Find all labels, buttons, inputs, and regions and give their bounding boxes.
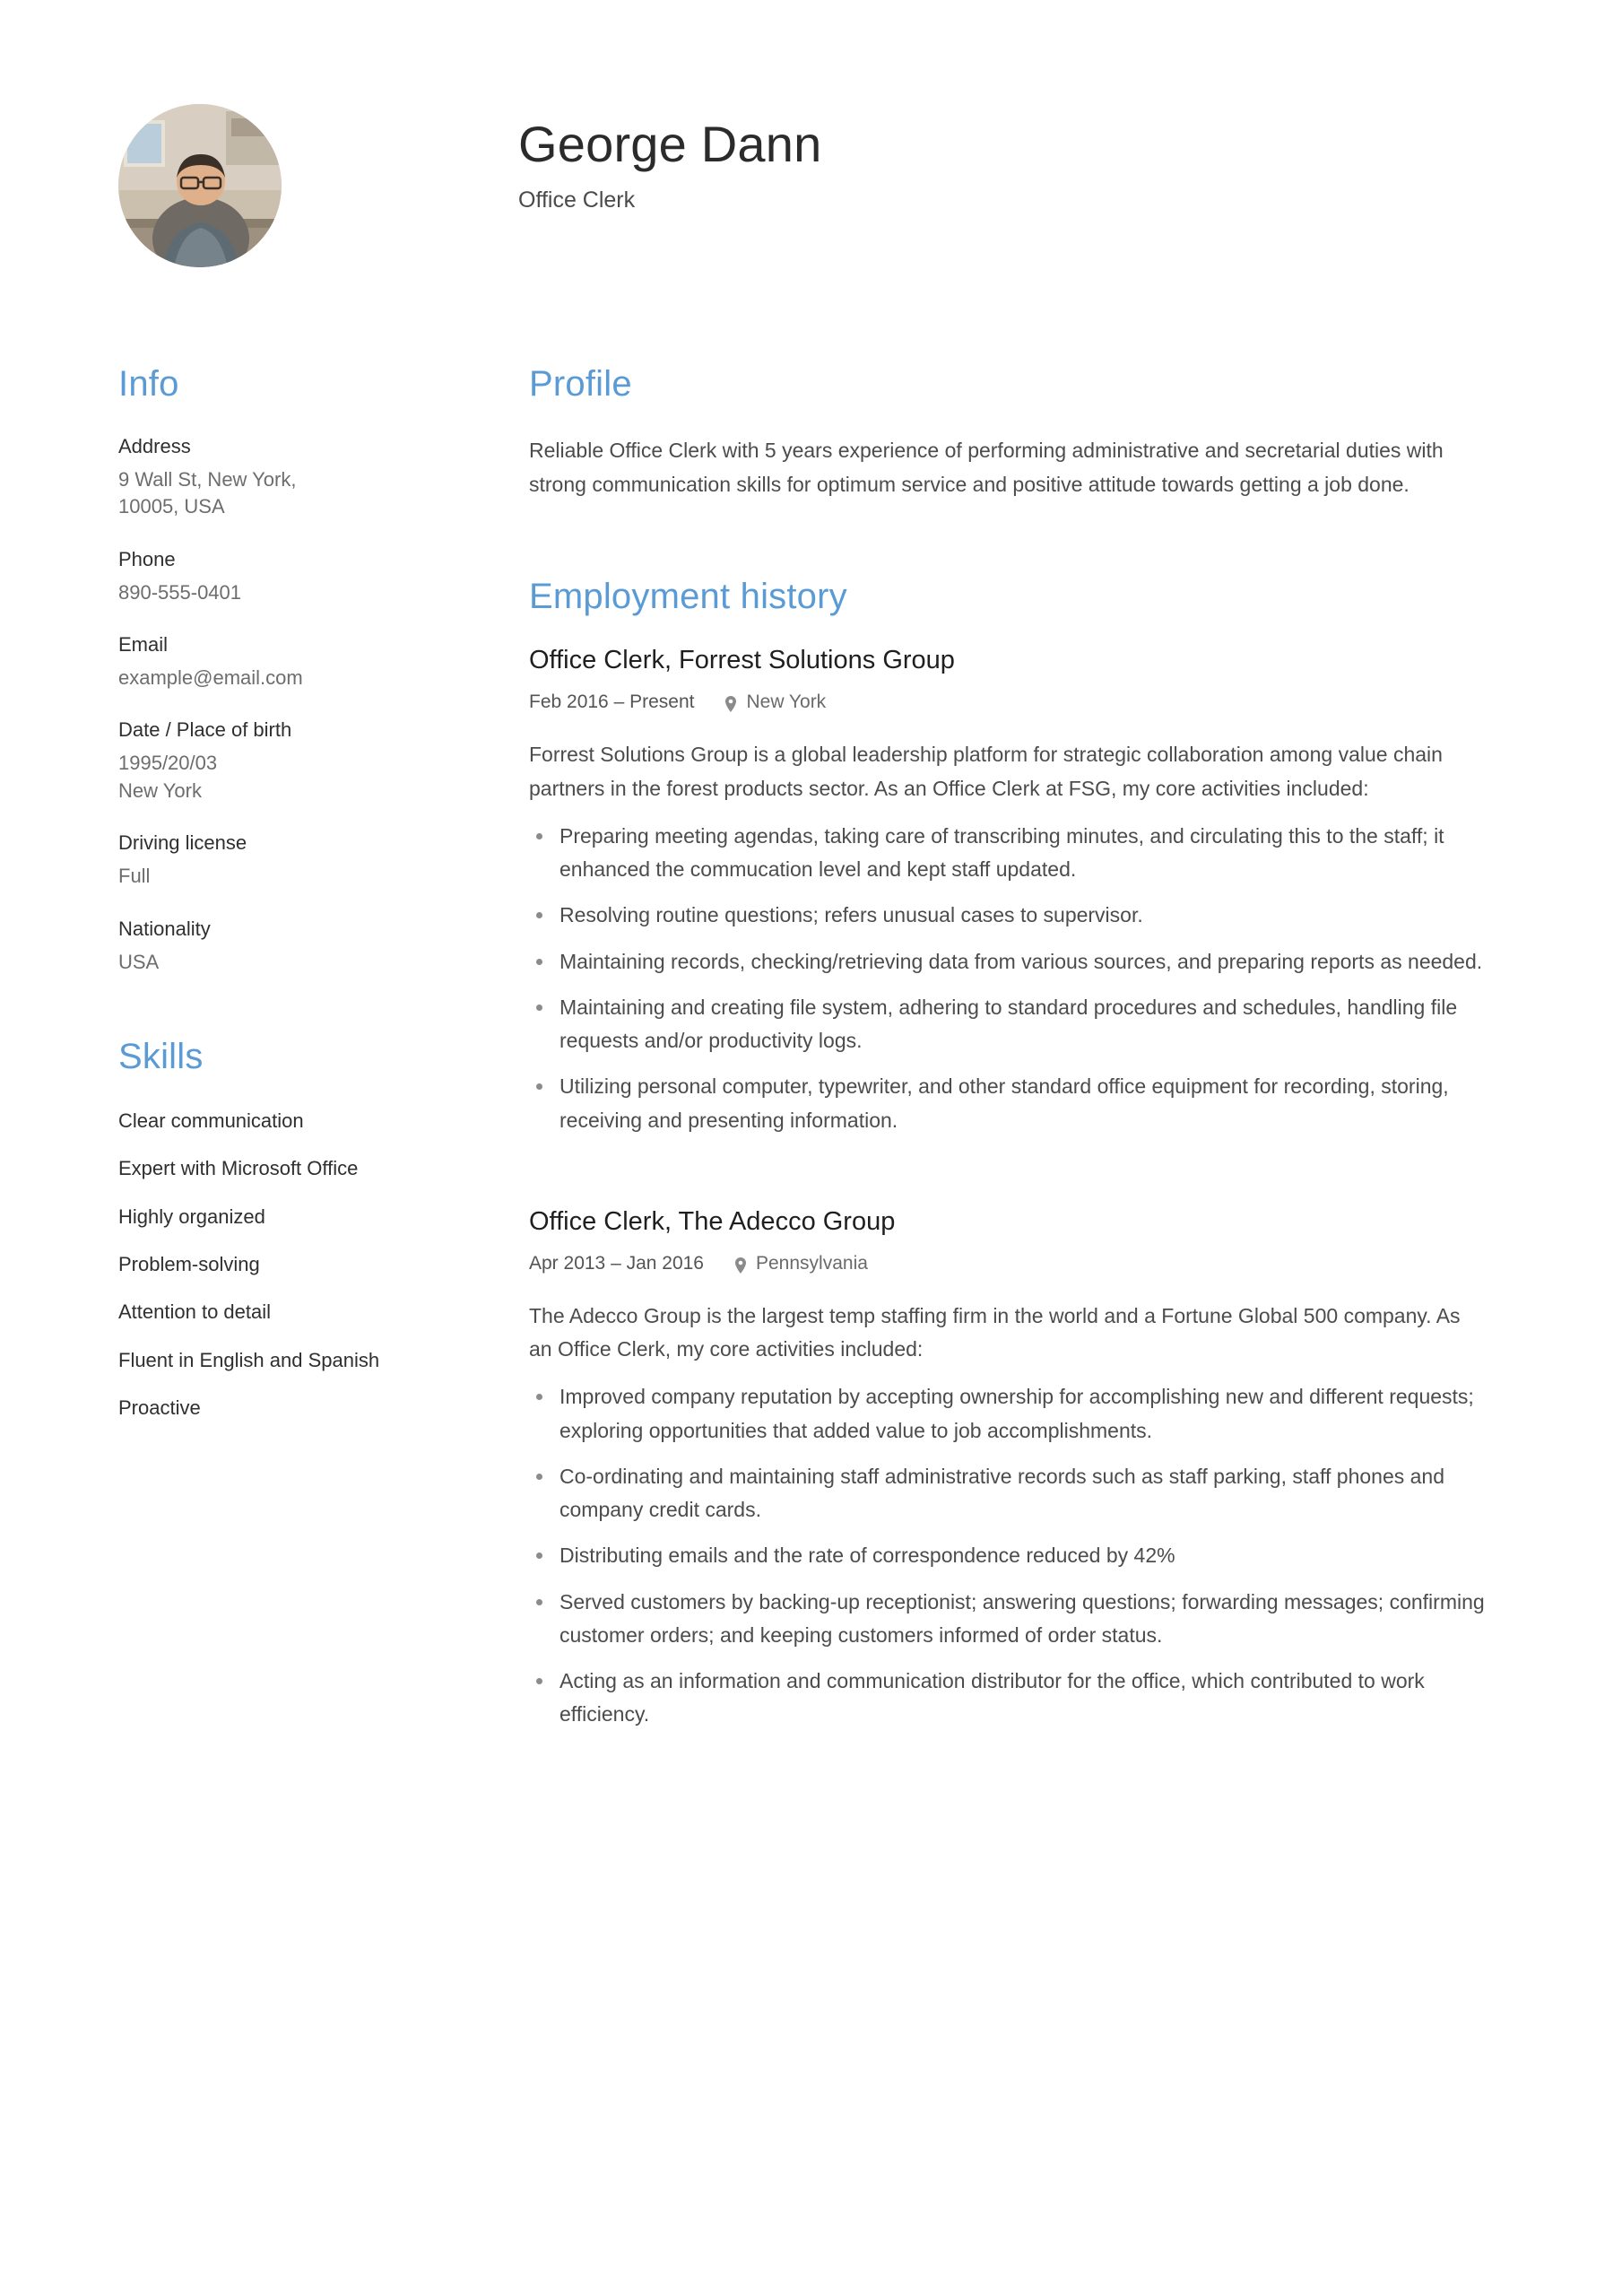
- employment-section: [529, 577, 1488, 1731]
- job-location: New York: [746, 691, 827, 713]
- location-pin-icon: [724, 696, 737, 712]
- profile-text: Reliable Office Clerk with 5 years experience of performing administrative and secretarial duties with strong communication skills for optimum service and positive attitude towards getting a job done.: [529, 439, 1444, 497]
- info-item-value: 1995/20/03 New York: [118, 752, 218, 802]
- info-item: [118, 435, 414, 521]
- job-dates: Feb 2016 – Present: [529, 691, 695, 713]
- job-entry-meta: [529, 691, 1488, 713]
- sidebar: [118, 364, 414, 1744]
- info-item-value: example@email.com: [118, 666, 303, 690]
- avatar: [118, 104, 282, 267]
- skill-item: Highly organized: [118, 1205, 265, 1228]
- skill-item: Clear communication: [118, 1109, 304, 1132]
- info-item-value: Full: [118, 865, 151, 888]
- skills-section: [118, 1037, 414, 1422]
- job-dates: Apr 2013 – Jan 2016: [529, 1252, 704, 1274]
- name-block: [518, 99, 821, 213]
- body-columns: [118, 364, 1488, 1744]
- info-item-value: 890-555-0401: [118, 580, 242, 604]
- job-bullet-list: [529, 820, 1488, 1137]
- skill-item: Attention to detail: [118, 1300, 272, 1324]
- job-bullet: Maintaining records, checking/retrieving data from various sources, and preparing reports as needed.: [529, 945, 1488, 978]
- job-bullet: Acting as an information and communication distributor for the office, which contributed to work efficiency.: [529, 1665, 1488, 1732]
- job-description: The Adecco Group is the largest temp staffing firm in the world and a Fortune Global 500 company. As an Office Clerk, my core activities included:: [529, 1303, 1461, 1361]
- profile-heading: Profile: [529, 364, 632, 404]
- job-bullet: Improved company reputation by accepting ownership for accomplishing new and different requests; exploring opportunities that added value to job accomplishments.: [529, 1380, 1488, 1448]
- job-entry: [529, 646, 1488, 1137]
- job-bullet: Utilizing personal computer, typewriter, and other standard office equipment for recording, storing, receiving and presenting information.: [529, 1070, 1488, 1137]
- employment-heading: Employment history: [529, 577, 847, 617]
- location-pin-icon: [734, 1257, 747, 1274]
- info-heading: Info: [118, 364, 179, 404]
- job-bullet: Resolving routine questions; refers unusual cases to supervisor.: [529, 899, 1488, 932]
- job-entry: [529, 1207, 1488, 1732]
- skill-item: Proactive: [118, 1396, 201, 1420]
- job-entry-title: Office Clerk, Forrest Solutions Group: [529, 646, 955, 675]
- info-item-value: USA: [118, 950, 160, 973]
- info-item-label: Address: [118, 435, 191, 457]
- job-entry-meta: [529, 1253, 1488, 1274]
- info-item: [118, 718, 414, 804]
- jobs-list: [529, 646, 1488, 1731]
- skills-heading: Skills: [118, 1036, 204, 1076]
- job-entry-title: Office Clerk, The Adecco Group: [529, 1206, 896, 1236]
- info-item-label: Phone: [118, 547, 176, 570]
- job-bullet: Served customers by backing-up receptionist; answering questions; forwarding messages; confirming customer orders; and keeping customers informed of order status.: [529, 1586, 1488, 1653]
- skill-item: Expert with Microsoft Office: [118, 1157, 359, 1180]
- job-title: Office Clerk: [518, 187, 636, 213]
- info-item: [118, 831, 414, 890]
- info-item-value: 9 Wall St, New York, 10005, USA: [118, 468, 297, 518]
- info-list: [118, 435, 414, 976]
- job-bullet-list: [529, 1380, 1488, 1731]
- job-bullet: Preparing meeting agendas, taking care of transcribing minutes, and circulating this to the staff; it enhanced the commucation level and kept staff updated.: [529, 820, 1488, 887]
- info-item: [118, 918, 414, 976]
- job-bullet: Maintaining and creating file system, adhering to standard procedures and schedules, handling file requests and/or productivity logs.: [529, 991, 1488, 1058]
- info-item-label: Nationality: [118, 917, 211, 940]
- job-bullet: Co-ordinating and maintaining staff administrative records such as staff parking, staff phones and company credit cards.: [529, 1460, 1488, 1527]
- info-item: [118, 633, 414, 691]
- job-description: Forrest Solutions Group is a global leadership platform for strategic collaboration among value chain partners in the forest products sector. As an Office Clerk at FSG, my core activities included:: [529, 743, 1443, 800]
- info-item-label: Driving license: [118, 831, 247, 855]
- main-content: [529, 364, 1488, 1744]
- info-item: [118, 548, 414, 606]
- info-item-label: Date / Place of birth: [118, 718, 292, 742]
- skill-item: Fluent in English and Spanish: [118, 1348, 380, 1371]
- page-title: George Dann: [518, 116, 822, 172]
- skill-item: Problem-solving: [118, 1252, 260, 1275]
- job-location: Pennsylvania: [756, 1252, 868, 1274]
- skills-list: [118, 1108, 414, 1422]
- avatar-photo-icon: [118, 104, 282, 267]
- resume-header: [118, 99, 1488, 278]
- job-bullet: Distributing emails and the rate of correspondence reduced by 42%: [529, 1539, 1488, 1572]
- info-item-label: Email: [118, 633, 169, 657]
